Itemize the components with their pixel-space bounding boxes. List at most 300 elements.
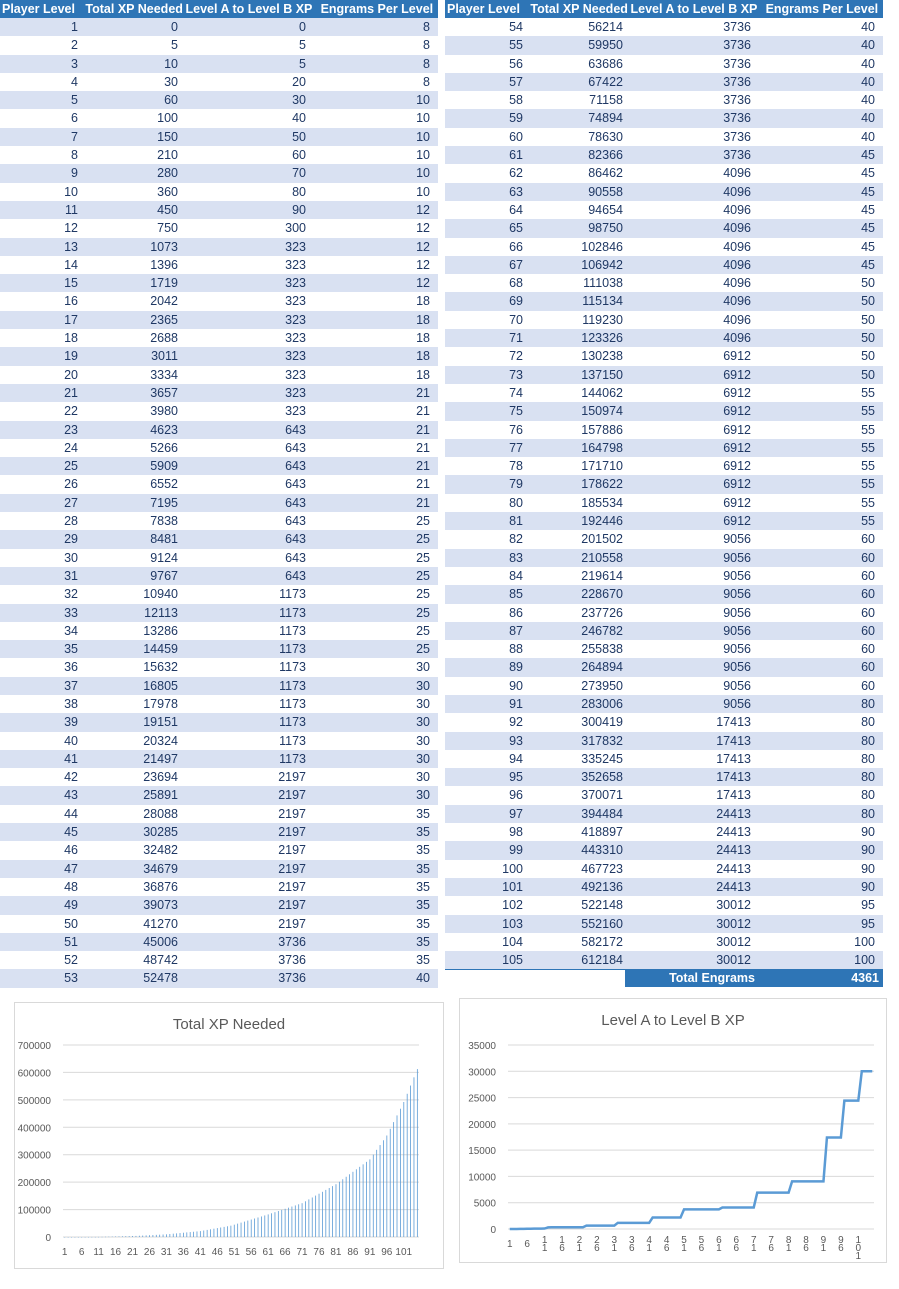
table-row xyxy=(445,329,883,347)
table-cell: 40 xyxy=(861,129,875,144)
table-cell: 12 xyxy=(416,221,430,236)
table-cell: 492136 xyxy=(581,879,623,894)
table-cell: 643 xyxy=(285,568,306,583)
table-cell: 25 xyxy=(416,605,430,620)
table-cell: 10 xyxy=(416,129,430,144)
table-cell: 2197 xyxy=(278,806,306,821)
table-cell: 63686 xyxy=(588,56,623,71)
table-cell: 12 xyxy=(64,221,78,236)
bar xyxy=(281,1210,282,1237)
table-cell: 7838 xyxy=(150,514,178,529)
table-cell: 80 xyxy=(861,715,875,730)
bar xyxy=(85,1237,86,1238)
table-row xyxy=(0,530,438,548)
table-cell: 98 xyxy=(509,825,523,840)
table-cell: 102846 xyxy=(581,239,623,254)
table-row xyxy=(0,292,438,310)
y-tick-label: 10000 xyxy=(468,1172,496,1184)
column-header: Total XP Needed xyxy=(85,2,183,16)
table-cell: 66 xyxy=(509,239,523,254)
table-cell: 71 xyxy=(509,331,523,346)
table-cell: 50 xyxy=(292,129,306,144)
table-cell: 2197 xyxy=(278,879,306,894)
table-row xyxy=(445,457,883,475)
bar xyxy=(241,1223,242,1237)
table-row xyxy=(0,549,438,567)
table-cell: 36876 xyxy=(143,879,178,894)
table-cell: 30 xyxy=(416,678,430,693)
table-row xyxy=(0,732,438,750)
table-cell: 53 xyxy=(64,971,78,986)
table-row xyxy=(445,878,883,896)
table-cell: 6912 xyxy=(723,422,751,437)
bar xyxy=(369,1159,370,1237)
table-cell: 9124 xyxy=(150,550,178,565)
table-row xyxy=(445,640,883,658)
table-row xyxy=(0,128,438,146)
table-cell: 9056 xyxy=(723,532,751,547)
table-row xyxy=(445,567,883,585)
x-tick-label: 26 xyxy=(143,1247,156,1258)
table-cell: 3736 xyxy=(278,934,306,949)
table-cell: 201502 xyxy=(581,532,623,547)
bar xyxy=(173,1234,174,1237)
table-cell: 9056 xyxy=(723,568,751,583)
table-cell: 323 xyxy=(285,331,306,346)
table-cell: 2197 xyxy=(278,898,306,913)
table-cell: 94 xyxy=(509,751,523,766)
table-row xyxy=(445,91,883,109)
table-row xyxy=(445,622,883,640)
table-cell: 210 xyxy=(157,148,178,163)
table-cell: 2 xyxy=(71,38,78,53)
table-cell: 418897 xyxy=(581,825,623,840)
table-cell: 2197 xyxy=(278,916,306,931)
table-cell: 3736 xyxy=(723,74,751,89)
table-cell: 24413 xyxy=(716,806,751,821)
table-cell: 49 xyxy=(64,898,78,913)
table-cell: 5266 xyxy=(150,440,178,455)
table-cell: 95 xyxy=(861,898,875,913)
table-row xyxy=(445,219,883,237)
bar xyxy=(336,1184,337,1237)
table-cell: 3011 xyxy=(151,349,178,364)
table-row xyxy=(445,915,883,933)
table-row xyxy=(0,238,438,256)
table-row xyxy=(445,18,883,36)
x-tick-label: 3 1 xyxy=(611,1235,618,1254)
total-label: Total Engrams xyxy=(625,969,759,987)
table-cell: 55 xyxy=(861,422,875,437)
table-cell: 23694 xyxy=(143,770,178,785)
table-cell: 85 xyxy=(509,587,523,602)
bar xyxy=(298,1204,299,1237)
table-cell: 30 xyxy=(292,93,306,108)
y-tick-label: 700000 xyxy=(17,1041,51,1052)
table-cell: 17413 xyxy=(716,788,751,803)
table-cell: 17413 xyxy=(716,733,751,748)
table-cell: 6912 xyxy=(723,404,751,419)
table-row xyxy=(0,786,438,804)
table-cell: 15 xyxy=(64,276,78,291)
bar xyxy=(292,1207,293,1237)
table-cell: 90 xyxy=(861,843,875,858)
table-cell: 643 xyxy=(285,422,306,437)
table-cell: 178622 xyxy=(581,477,623,492)
table-cell: 2197 xyxy=(278,825,306,840)
table-cell: 10 xyxy=(416,148,430,163)
x-tick-label: 66 xyxy=(279,1247,291,1258)
table-cell: 0 xyxy=(299,20,306,34)
bar xyxy=(312,1197,313,1237)
table-cell: 16805 xyxy=(143,678,178,693)
bar xyxy=(359,1167,360,1237)
table-cell: 59950 xyxy=(588,38,623,53)
x-tick-label: 61 xyxy=(262,1247,274,1258)
table-row xyxy=(445,73,883,91)
table-cell: 19 xyxy=(64,349,78,364)
table-cell: 55 xyxy=(861,385,875,400)
table-cell: 8481 xyxy=(150,532,178,547)
table-row xyxy=(445,475,883,493)
x-tick-label: 1 0 1 xyxy=(855,1235,862,1262)
x-tick-label: 71 xyxy=(296,1247,308,1258)
table-cell: 6912 xyxy=(723,477,751,492)
table-row xyxy=(0,183,438,201)
table-cell: 95 xyxy=(861,916,875,931)
x-tick-label: 81 xyxy=(330,1247,342,1258)
table-cell: 1173 xyxy=(279,642,306,657)
table-row xyxy=(0,933,438,951)
table-cell: 48742 xyxy=(143,953,178,968)
bar xyxy=(156,1235,157,1237)
table-row xyxy=(445,896,883,914)
y-tick-label: 25000 xyxy=(468,1093,496,1105)
table-cell: 93 xyxy=(509,733,523,748)
table-cell: 78630 xyxy=(588,129,623,144)
bar xyxy=(332,1186,333,1237)
table-row xyxy=(0,823,438,841)
bar xyxy=(75,1237,76,1238)
bar xyxy=(71,1237,72,1238)
table-cell: 40 xyxy=(416,971,430,986)
bar xyxy=(88,1237,89,1238)
table-cell: 100 xyxy=(502,861,523,876)
table-cell: 219614 xyxy=(581,568,623,583)
table-row xyxy=(445,695,883,713)
bar xyxy=(305,1201,306,1237)
table-cell: 2042 xyxy=(150,294,178,309)
bar xyxy=(349,1174,350,1237)
bar xyxy=(230,1226,231,1237)
table-cell: 4096 xyxy=(723,184,751,199)
table-cell: 47 xyxy=(64,861,78,876)
table-cell: 6912 xyxy=(723,440,751,455)
table-cell: 171710 xyxy=(581,459,623,474)
table-cell: 40 xyxy=(861,56,875,71)
bar xyxy=(264,1215,265,1237)
table-cell: 68 xyxy=(509,276,523,291)
table-cell: 35 xyxy=(64,642,78,657)
x-tick-label: 6 xyxy=(78,1247,85,1258)
table-cell: 9056 xyxy=(723,660,751,675)
x-tick-label: 8 1 xyxy=(785,1235,792,1254)
table-cell: 39 xyxy=(64,715,78,730)
bar xyxy=(190,1232,191,1237)
table-row xyxy=(445,164,883,182)
table-row xyxy=(445,494,883,512)
table-cell: 41 xyxy=(64,751,78,766)
table-cell: 450 xyxy=(157,202,178,217)
bar xyxy=(180,1233,181,1237)
table-row xyxy=(0,658,438,676)
table-cell: 8 xyxy=(423,56,430,71)
y-tick-label: 5000 xyxy=(473,1198,496,1210)
bar xyxy=(139,1236,140,1237)
table-cell: 13 xyxy=(64,239,78,254)
table-cell: 39073 xyxy=(143,898,178,913)
table-cell: 9056 xyxy=(723,696,751,711)
table-cell: 43 xyxy=(64,788,78,803)
table-cell: 92 xyxy=(509,715,523,730)
table-row xyxy=(445,238,883,256)
table-cell: 80 xyxy=(292,184,306,199)
table-cell: 3657 xyxy=(150,385,178,400)
table-cell: 35 xyxy=(416,843,430,858)
bar xyxy=(254,1219,255,1237)
bar xyxy=(163,1234,164,1237)
table-row xyxy=(0,457,438,475)
table-cell: 17 xyxy=(64,312,78,327)
table-cell: 1 xyxy=(71,20,78,34)
bar xyxy=(251,1220,252,1237)
table-cell: 25891 xyxy=(143,788,178,803)
table-cell: 30 xyxy=(416,660,430,675)
bar xyxy=(183,1233,184,1237)
table-cell: 1173 xyxy=(279,623,306,638)
table-row xyxy=(445,421,883,439)
table-cell: 45 xyxy=(861,166,875,181)
table-cell: 30012 xyxy=(716,898,751,913)
table-cell: 44 xyxy=(64,806,78,821)
table-cell: 8 xyxy=(423,74,430,89)
table-cell: 59 xyxy=(509,111,523,126)
total-xp-chart-svg xyxy=(15,1003,443,1268)
table-cell: 185534 xyxy=(581,495,623,510)
table-cell: 4096 xyxy=(723,294,751,309)
bar xyxy=(390,1129,391,1237)
table-cell: 50 xyxy=(861,312,875,327)
table-cell: 25 xyxy=(416,532,430,547)
table-cell: 6912 xyxy=(723,385,751,400)
table-cell: 2197 xyxy=(278,788,306,803)
bar xyxy=(356,1169,357,1237)
table-cell: 2197 xyxy=(278,861,306,876)
table-row xyxy=(0,585,438,603)
table-cell: 4096 xyxy=(723,239,751,254)
table-cell: 6 xyxy=(71,111,78,126)
table-cell: 102 xyxy=(502,898,523,913)
table-row xyxy=(0,91,438,109)
table-cell: 1173 xyxy=(279,587,306,602)
table-cell: 15632 xyxy=(143,660,178,675)
table-row xyxy=(445,951,883,969)
x-tick-label: 11 xyxy=(93,1247,104,1258)
table-cell: 94654 xyxy=(588,202,623,217)
bar xyxy=(64,1237,65,1238)
table-cell: 76 xyxy=(509,422,523,437)
table-cell: 6552 xyxy=(150,477,178,492)
bar xyxy=(346,1177,347,1237)
table-cell: 104 xyxy=(502,934,523,949)
table-cell: 3736 xyxy=(723,111,751,126)
table-row xyxy=(445,128,883,146)
table-cell: 3736 xyxy=(723,129,751,144)
table-cell: 30 xyxy=(416,751,430,766)
table-cell: 6912 xyxy=(723,459,751,474)
table-cell: 3334 xyxy=(150,367,178,382)
table-cell: 46 xyxy=(64,843,78,858)
table-cell: 4096 xyxy=(723,331,751,346)
y-tick-label: 400000 xyxy=(17,1123,51,1135)
table-cell: 84 xyxy=(509,568,523,583)
table-row xyxy=(445,292,883,310)
x-tick-label: 56 xyxy=(245,1247,257,1258)
bar xyxy=(193,1232,194,1237)
table-cell: 48 xyxy=(64,879,78,894)
table-cell: 90 xyxy=(292,202,306,217)
table-row xyxy=(0,384,438,402)
bar xyxy=(108,1237,109,1238)
total-row xyxy=(445,969,883,987)
table-row xyxy=(445,713,883,731)
bar xyxy=(329,1188,330,1237)
table-cell: 10 xyxy=(164,56,178,71)
table-row xyxy=(0,695,438,713)
table-cell: 33 xyxy=(64,605,78,620)
x-tick-label: 36 xyxy=(177,1247,189,1258)
table-cell: 80 xyxy=(861,696,875,711)
table-cell: 90 xyxy=(861,879,875,894)
table-cell: 612184 xyxy=(581,953,623,968)
bar xyxy=(373,1155,374,1237)
table-row xyxy=(445,786,883,804)
x-tick-label: 96 xyxy=(381,1247,393,1258)
y-tick-label: 0 xyxy=(490,1225,496,1236)
table-cell: 60 xyxy=(861,605,875,620)
table-cell: 55 xyxy=(861,514,875,529)
table-row xyxy=(0,512,438,530)
table-row xyxy=(0,604,438,622)
table-cell: 45 xyxy=(64,825,78,840)
x-tick-label: 9 1 xyxy=(820,1235,827,1254)
table-cell: 27 xyxy=(64,495,78,510)
table-cell: 4 xyxy=(71,74,78,89)
table-cell: 30012 xyxy=(716,916,751,931)
table-row xyxy=(0,55,438,73)
table-cell: 45 xyxy=(861,148,875,163)
table-cell: 77 xyxy=(509,440,523,455)
table-cell: 16 xyxy=(64,294,78,309)
table-cell: 3736 xyxy=(723,38,751,53)
table-cell: 9056 xyxy=(723,642,751,657)
x-tick-label: 9 6 xyxy=(838,1235,844,1254)
table-cell: 237726 xyxy=(581,605,623,620)
table-cell: 45 xyxy=(861,221,875,236)
table-cell: 30 xyxy=(416,696,430,711)
table-row xyxy=(445,55,883,73)
table-row xyxy=(0,402,438,420)
table-cell: 60 xyxy=(861,623,875,638)
table-cell: 26 xyxy=(64,477,78,492)
table-row xyxy=(0,567,438,585)
x-tick-label: 5 1 xyxy=(681,1235,687,1254)
x-tick-label: 6 6 xyxy=(733,1235,740,1254)
table-cell: 2688 xyxy=(150,331,178,346)
table-cell: 643 xyxy=(285,532,306,547)
table-cell: 70 xyxy=(292,166,306,181)
table-row xyxy=(445,439,883,457)
table-cell: 9056 xyxy=(723,605,751,620)
table-cell: 1173 xyxy=(279,733,306,748)
table-cell: 150 xyxy=(157,129,178,144)
table-cell: 5 xyxy=(71,93,78,108)
table-cell: 12 xyxy=(416,257,430,272)
y-tick-label: 600000 xyxy=(17,1068,51,1080)
table-cell: 12 xyxy=(416,276,430,291)
bar xyxy=(302,1203,303,1237)
table-cell: 21 xyxy=(416,477,430,492)
table-cell: 40 xyxy=(292,111,306,126)
table-cell: 10940 xyxy=(143,587,178,602)
table-cell: 0 xyxy=(171,20,178,34)
table-row xyxy=(445,311,883,329)
table-cell: 40 xyxy=(861,111,875,126)
table-cell: 17413 xyxy=(716,715,751,730)
table-cell: 228670 xyxy=(581,587,623,602)
table-row xyxy=(445,585,883,603)
table-cell: 24413 xyxy=(716,825,751,840)
table-cell: 52478 xyxy=(143,971,178,986)
table-cell: 90 xyxy=(509,678,523,693)
table-cell: 323 xyxy=(285,349,306,364)
bar xyxy=(112,1237,113,1238)
table-cell: 63 xyxy=(509,184,523,199)
table-cell: 34679 xyxy=(143,861,178,876)
table-header xyxy=(0,0,438,18)
table-cell: 5909 xyxy=(150,459,178,474)
table-cell: 115134 xyxy=(582,294,623,309)
table-cell: 10 xyxy=(416,93,430,108)
table-cell: 103 xyxy=(502,916,523,931)
table-cell: 24413 xyxy=(716,861,751,876)
table-cell: 21497 xyxy=(143,751,178,766)
bar xyxy=(149,1235,150,1237)
table-cell: 64 xyxy=(509,202,523,217)
table-cell: 55 xyxy=(861,459,875,474)
table-cell: 25 xyxy=(416,623,430,638)
x-tick-label: 1 1 xyxy=(541,1235,548,1254)
bar xyxy=(342,1179,343,1237)
table-cell: 20 xyxy=(64,367,78,382)
table-cell: 25 xyxy=(416,514,430,529)
table-cell: 552160 xyxy=(581,916,623,931)
table-cell: 56214 xyxy=(588,20,623,34)
x-tick-label: 46 xyxy=(211,1247,223,1258)
bar xyxy=(268,1214,269,1237)
bar xyxy=(353,1172,354,1237)
table-row xyxy=(0,256,438,274)
